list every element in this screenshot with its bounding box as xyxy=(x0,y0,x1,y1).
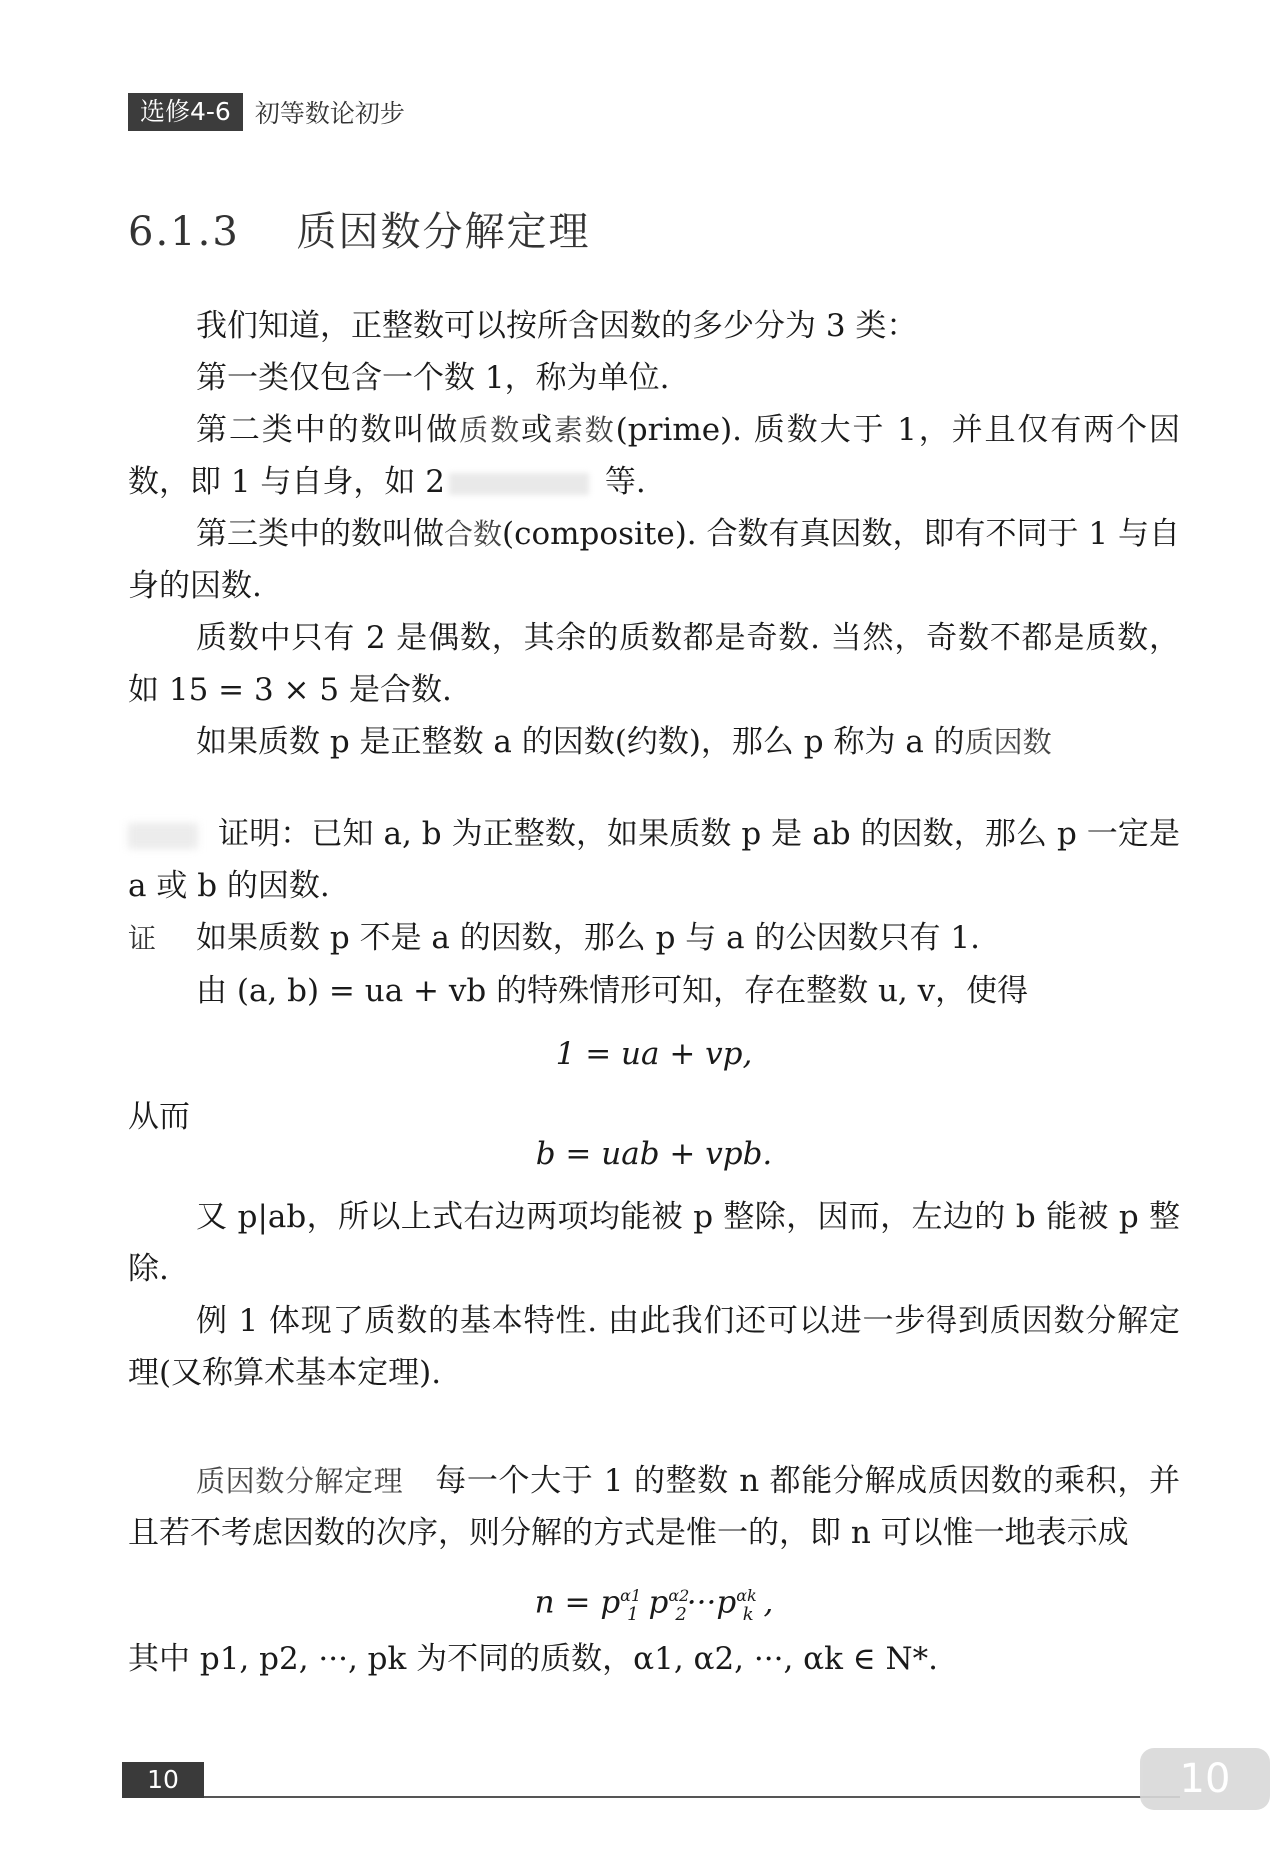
footer-rule xyxy=(204,1796,1180,1798)
spacer xyxy=(128,1399,1180,1455)
header-title: 初等数论初步 xyxy=(254,99,405,128)
theorem-label: 质因数分解定理 xyxy=(196,1464,404,1498)
paragraph-unit: 第一类仅包含一个数 1，称为单位. xyxy=(196,360,670,396)
text-span: 等. xyxy=(595,464,646,500)
proof-line-1 xyxy=(128,912,1180,965)
paragraph-transition: 例 1 体现了质数的基本特性. 由此我们还可以进一步得到质因数分解定理(又称算术基本定理). xyxy=(128,1303,1180,1391)
text-span: (prime). 质数大于 1，并且仅有两个因数，即 1 与自身，如 2 xyxy=(128,412,1180,500)
paragraph-prime-factor xyxy=(128,716,1180,768)
header-badge: 选修4-6 xyxy=(128,93,243,131)
formula-dots: ··· xyxy=(686,1584,717,1621)
theorem-statement xyxy=(128,1455,1180,1559)
proof-connector: 从而 xyxy=(128,1099,190,1135)
paragraph-odd-even: 质数中只有 2 是偶数，其余的质数都是奇数. 当然，奇数不都是质数，如 15 = 3 × 5 是合数. xyxy=(128,620,1180,708)
proof-label: 证 xyxy=(128,922,157,955)
section-title xyxy=(128,200,591,257)
formula-lhs: n = xyxy=(534,1584,601,1621)
page-header xyxy=(128,94,405,130)
redacted-area xyxy=(449,473,589,495)
paragraph-prime xyxy=(128,404,1180,508)
formula-1: 1 = ua + vp, xyxy=(555,1036,753,1072)
formula-3 xyxy=(128,1571,1180,1625)
example-statement xyxy=(128,808,1180,912)
footer-page-number: 10 xyxy=(122,1762,204,1798)
text-span: 每一个大于 1 的整数 n 都能分解成质因数的乘积，并且若不考虑因数的次序，则分解的方式是惟一的，即 n 可以惟一地表示成 xyxy=(128,1463,1180,1551)
formula-2: b = uab + vpb. xyxy=(535,1136,773,1172)
text-span: 第三类中的数叫做 xyxy=(196,516,445,552)
text-span: 证明：已知 a, b 为正整数，如果质数 p 是 ab 的因数，那么 p 一定是 a 或 b 的因数. xyxy=(128,816,1180,904)
paragraph-composite xyxy=(128,508,1180,612)
section-number: 6.1.3 xyxy=(128,209,240,255)
formula-tail: , xyxy=(753,1584,774,1621)
term-composite: 合数 xyxy=(444,517,503,551)
proof-line-2: 由 (a, b) = ua + vb 的特殊情形可知，存在整数 u, v，使得 xyxy=(196,973,1029,1009)
redacted-area xyxy=(128,823,198,849)
formula-sub: 2 xyxy=(675,1603,687,1625)
formula-p: p xyxy=(600,1584,621,1621)
paragraph-intro: 我们知道，正整数可以按所含因数的多少分为 3 类： xyxy=(196,308,918,344)
page-indicator-badge: 10 xyxy=(1140,1748,1270,1810)
text-span: 或 xyxy=(520,412,554,448)
text-span: 第二类中的数叫做 xyxy=(196,412,460,448)
spacer xyxy=(128,768,1180,808)
formula-p: p xyxy=(716,1584,737,1621)
formula-exp: α1 xyxy=(620,1586,642,1605)
formula-sub: k xyxy=(742,1603,754,1625)
term-su: 素数 xyxy=(553,413,616,447)
proof-line-3: 又 p|ab，所以上式右边两项均能被 p 整除，因而，左边的 b 能被 p 整除. xyxy=(128,1199,1180,1287)
formula-p: p xyxy=(648,1584,669,1621)
term-prime-factor: 质因数 xyxy=(964,725,1052,759)
closing-line: 其中 p1, p2, ···, pk 为不同的质数，α1, α2, ···, αk ∈ N*. xyxy=(128,1641,939,1677)
formula-exp: αk xyxy=(736,1586,757,1605)
formula-sub: 1 xyxy=(627,1603,639,1625)
text-span: 如果质数 p 不是 a 的因数，那么 p 与 a 的公因数只有 1. xyxy=(196,920,980,956)
term-prime: 质数 xyxy=(459,413,521,447)
section-heading: 质因数分解定理 xyxy=(296,209,591,255)
main-content xyxy=(128,300,1180,1685)
text-span: (composite). 合数有真因数，即有不同于 1 与自身的因数. xyxy=(128,516,1180,604)
formula-exp: α2 xyxy=(668,1586,690,1605)
text-span: 如果质数 p 是正整数 a 的因数(约数)，那么 p 称为 a 的 xyxy=(196,724,965,760)
